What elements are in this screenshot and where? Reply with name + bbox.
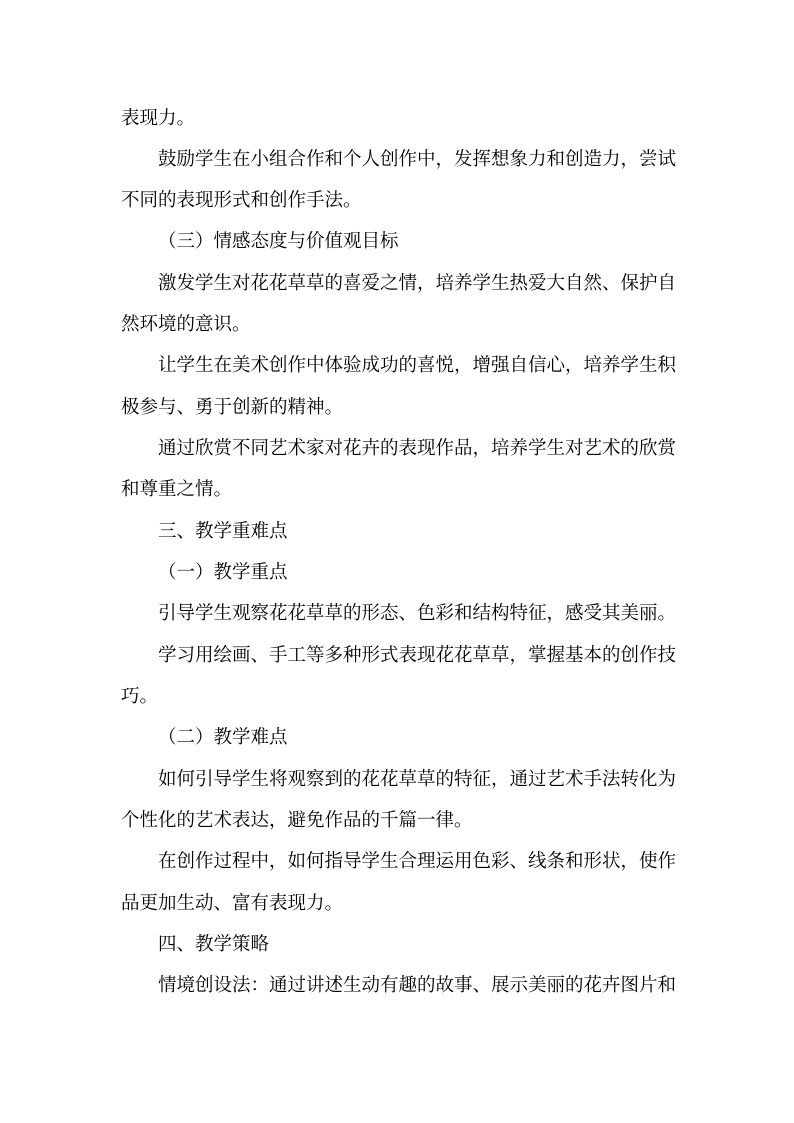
text-line: 品更加生动、富有表现力。 (121, 893, 344, 914)
section-heading: 四、教学策略 (158, 934, 270, 955)
text-line: 极参与、勇于创新的精神。 (121, 397, 344, 418)
paragraph-line: 如何引导学生将观察到的花花草草的特征，通过艺术手法转化为 (158, 769, 677, 790)
section-heading: 三、教学重难点 (158, 521, 288, 542)
paragraph-line: 让学生在美术创作中体验成功的喜悦，增强自信心，培养学生积 (158, 355, 677, 376)
paragraph-line: 情境创设法：通过讲述生动有趣的故事、展示美丽的花卉图片和 (158, 975, 677, 996)
text-line: 和尊重之情。 (121, 479, 233, 500)
paragraph-line: 鼓励学生在小组合作和个人创作中，发挥想象力和创造力，尝试 (158, 149, 677, 170)
subsection-heading: （二）教学难点 (158, 727, 288, 748)
paragraph-line: 在创作过程中，如何指导学生合理运用色彩、线条和形状，使作 (158, 851, 677, 872)
text-line: 个性化的艺术表达，避免作品的千篇一律。 (121, 810, 473, 831)
paragraph-line: 通过欣赏不同艺术家对花卉的表现作品，培养学生对艺术的欣赏 (158, 438, 677, 459)
text-line: 表现力。 (121, 108, 196, 129)
text-line: 巧。 (121, 686, 159, 707)
text-line: 然环境的意识。 (121, 314, 251, 335)
text-line: 不同的表现形式和创作手法。 (121, 190, 362, 211)
subsection-heading: （一）教学重点 (158, 562, 288, 583)
paragraph-line: 激发学生对花花草草的喜爱之情，培养学生热爱大自然、保护自 (158, 273, 677, 294)
paragraph-line: 引导学生观察花花草草的形态、色彩和结构特征，感受其美丽。 (158, 603, 677, 624)
paragraph-line: 学习用绘画、手工等多种形式表现花花草草，掌握基本的创作技 (158, 645, 677, 666)
section-heading: （三）情感态度与价值观目标 (158, 231, 399, 252)
